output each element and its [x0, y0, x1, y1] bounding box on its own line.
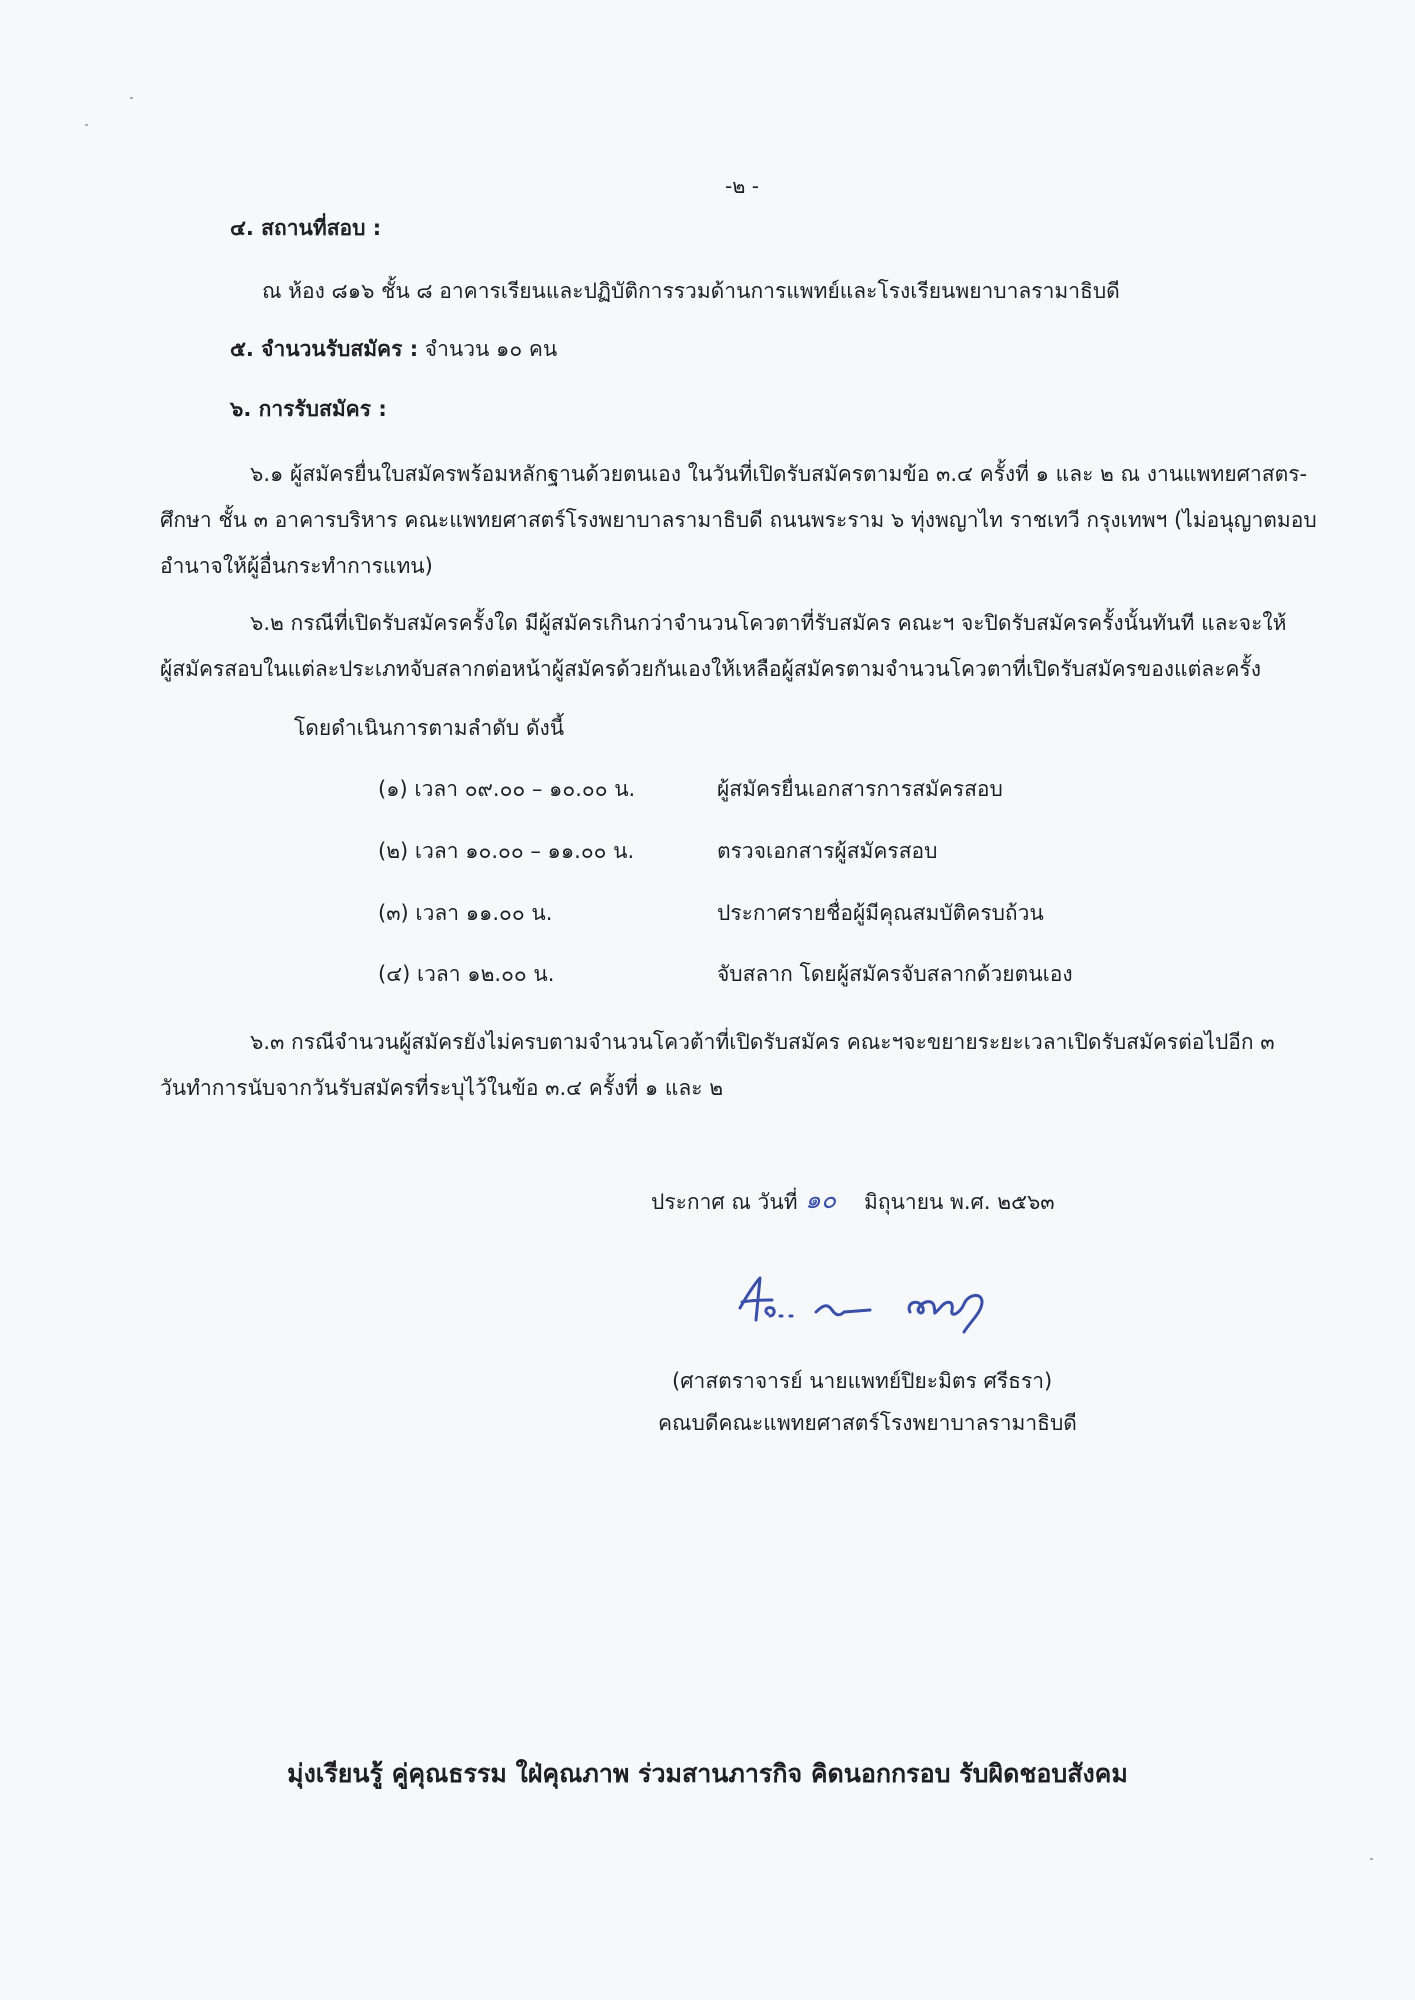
section5-text: จำนวน ๑๐ คน	[424, 337, 558, 361]
paragraph-6-2-line1: ๖.๒ กรณีที่เปิดรับสมัครครั้งใด มีผู้สมัครเกินกว่าจำนวนโควตาที่รับสมัคร คณะฯ จะปิดรับสมัครครั้งนั้นทันที และจะให้	[250, 611, 1287, 635]
signature-image	[720, 1270, 1010, 1340]
schedule-time-4: (๔) เวลา ๑๒.๐๐ น.	[378, 962, 555, 986]
paragraph-6-2-line2: ผู้สมัครสอบในแต่ละประเภทจับสลากต่อหน้าผู้สมัครด้วยกันเองให้เหลือผู้สมัครตามจำนวนโควตาที่เปิดรับสมัครของแต่ละครั้ง	[160, 657, 1261, 681]
section5	[230, 335, 557, 363]
schedule-activity-4: จับสลาก โดยผู้สมัครจับสลากด้วยตนเอง	[717, 962, 1073, 986]
signatory-position: คณบดีคณะแพทยศาสตร์โรงพยาบาลรามาธิบดี	[658, 1411, 1077, 1435]
paragraph-6-1-line3: อำนาจให้ผู้อื่นกระทำการแทน)	[160, 554, 433, 578]
schedule-activity-3: ประกาศรายชื่อผู้มีคุณสมบัติครบถ้วน	[717, 901, 1044, 925]
scan-speck	[85, 124, 88, 126]
section5-heading: ๕. จำนวนรับสมัคร :	[230, 337, 419, 361]
faculty-motto: มุ่งเรียนรู้ คู่คุณธรรม ใฝ่คุณภาพ ร่วมสานภารกิจ คิดนอกกรอบ รับผิดชอบสังคม	[287, 1759, 1128, 1788]
paragraph-6-1-line2: ศึกษา ชั้น ๓ อาคารบริหาร คณะแพทยศาสตร์โรงพยาบาลรามาธิบดี ถนนพระราม ๖ ทุ่งพญาไท ราชเทวี กรุงเทพฯ (ไม่อนุญาตมอบ	[160, 508, 1317, 532]
announcement-day: ๑๐	[805, 1185, 837, 1214]
page-number: -๒ -	[725, 174, 759, 198]
announcement-prefix: ประกาศ ณ วันที่	[651, 1190, 798, 1214]
paragraph-6-2-intro: โดยดำเนินการตามลำดับ ดังนี้	[294, 716, 565, 740]
paragraph-6-1-line1: ๖.๑ ผู้สมัครยื่นใบสมัครพร้อมหลักฐานด้วยตนเอง ในวันที่เปิดรับสมัครตามข้อ ๓.๔ ครั้งที่ ๑ และ ๒ ณ งานแพทยศาสตร-	[250, 462, 1308, 486]
announcement-month-year: มิถุนายน พ.ศ. ๒๕๖๓	[864, 1190, 1055, 1214]
scan-speck	[130, 97, 133, 99]
section4-heading: ๔. สถานที่สอบ :	[230, 216, 382, 240]
section6-heading: ๖. การรับสมัคร :	[230, 397, 387, 421]
scan-speck	[1370, 1858, 1373, 1860]
section4-text: ณ ห้อง ๘๑๖ ชั้น ๘ อาคารเรียนและปฏิบัติการรวมด้านการแพทย์และโรงเรียนพยาบาลรามาธิบดี	[262, 279, 1120, 303]
schedule-activity-1: ผู้สมัครยื่นเอกสารการสมัครสอบ	[717, 777, 1003, 801]
schedule-time-3: (๓) เวลา ๑๑.๐๐ น.	[378, 901, 553, 925]
paragraph-6-3-line2: วันทำการนับจากวันรับสมัครที่ระบุไว้ในข้อ ๓.๔ ครั้งที่ ๑ และ ๒	[160, 1076, 724, 1100]
schedule-activity-2: ตรวจเอกสารผู้สมัครสอบ	[717, 839, 938, 863]
paragraph-6-3-line1: ๖.๓ กรณีจำนวนผู้สมัครยังไม่ครบตามจำนวนโควต้าที่เปิดรับสมัคร คณะฯจะขยายระยะเวลาเปิดรับสมัครต่อไปอีก ๓	[250, 1030, 1275, 1054]
schedule-time-2: (๒) เวลา ๑๐.๐๐ – ๑๑.๐๐ น.	[378, 839, 635, 863]
signatory-name: (ศาสตราจารย์ นายแพทย์ปิยะมิตร ศรีธรา)	[672, 1369, 1053, 1393]
schedule-time-1: (๑) เวลา ๐๙.๐๐ – ๑๐.๐๐ น.	[378, 777, 636, 801]
